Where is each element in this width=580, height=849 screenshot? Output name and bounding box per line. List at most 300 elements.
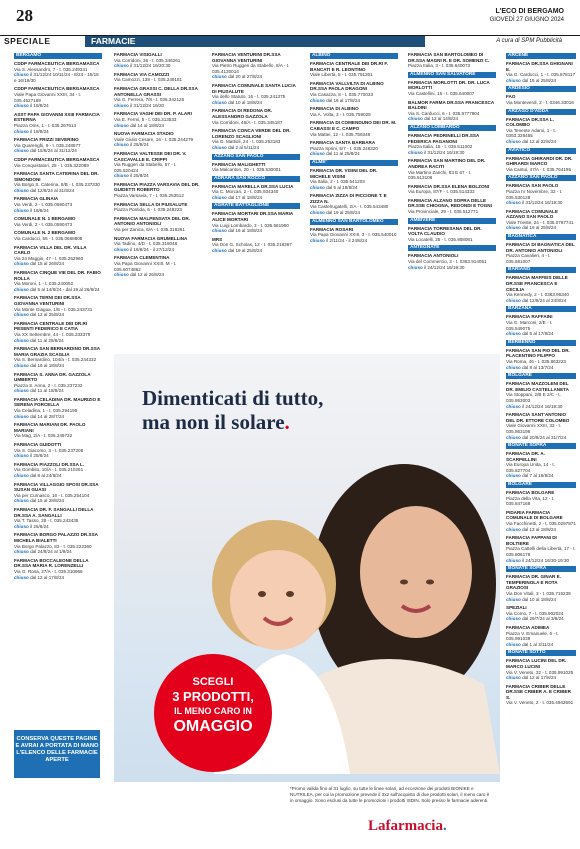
pharmacy-entry [212, 128, 300, 150]
pharmacy-name: FARMACIA SAN BERNARDINO DR.SSA MARIA GRAZIA SCAGLIA [14, 346, 100, 357]
closure-dates [506, 558, 576, 564]
pharmacy-name: FARMACIA ROSARI [310, 226, 354, 232]
town-heading: AMBIVERE [408, 218, 496, 224]
pharmacy-entry [506, 209, 576, 231]
listing-column-5 [408, 52, 496, 352]
pharmacy-address: Via Roma, 46 - t. 035.863223 [506, 358, 566, 364]
pharmacy-address: Via Mag, 2/A - t. 035.249732 [14, 433, 73, 439]
pharmacy-address: Via Castelrugatelli, 2/A - t. 035.543480 [310, 204, 389, 210]
pharmacy-name: FARMACIA FAPPANI DI BOLTIERE [506, 535, 557, 546]
pharmacy-name: FARMACIA BORGO PALAZZO DR.SSA MICHELA BIALETTI [14, 532, 98, 543]
closed-label: chiuso [506, 596, 521, 602]
pharmacy-name: FARMACIA MAZZOLENI DEL DR. EMILIO CASTELLANETA [506, 381, 569, 392]
pharmacy-address: Piazza Italia, 15 - t. 035.511002 [408, 144, 473, 150]
pharmacy-address: Via Quarenghi, 9 - t. 035.248577 [14, 142, 81, 148]
pharmacy-entry [114, 72, 202, 83]
town-heading: AZZANO SAN PAOLO [506, 175, 576, 181]
closure-text: il 16/8/24 - il 27/12/24 [128, 246, 175, 252]
closed-label: chiuso [310, 97, 325, 103]
closed-label: chiuso [506, 364, 521, 370]
pharmacy-address: Piazza Cattelli della Libertà, 17 - t. 035.806179 [506, 546, 576, 557]
pharmacy-address: Via Moroni, 1 - t. 035.240052 [14, 281, 74, 287]
pharmacy-entry [310, 106, 398, 117]
closed-label: chiuso [14, 453, 29, 459]
pharmacy-name: FARMACIA COMUNALE SANTA LUCIA DI PIUSALUTE [212, 82, 296, 94]
pharmacy-entry [212, 83, 300, 105]
pharmacy-name: FARMACIA DR. A. SCARPELLINI [506, 451, 545, 462]
closure-text: dal 12 al 26/8/24 [128, 272, 165, 278]
closure-dates [212, 195, 300, 201]
pharmacy-entry [114, 151, 202, 179]
pharmacy-name: FARMACIA MALPENSATA DEL DR. ANTONIO ANTONIOLI [114, 215, 190, 227]
page-number: 28 [16, 6, 33, 25]
pharmacy-address: Via Stoppani, 2/B E 2/C - t. 035.863003 [506, 392, 561, 403]
pharmacy-address: Piazza Cavalieri, 4 - t. 035.681007 [506, 253, 551, 264]
section-credit: A cura di SPM Pubblicità [496, 38, 562, 44]
ad-offer-badge: SCEGLI 3 PRODOTTI, IL MENO CARO IN OMAGGIO [154, 654, 272, 772]
pharmacy-address: Via Ruggeri da Stabello, 57 - t. 035.520424 [114, 162, 177, 173]
closure-text: dal 5 al 14/8/24 - dal 19 al 26/8/24 [28, 286, 100, 292]
pharmacy-name: FARMACIA ANTONIOLI [408, 253, 459, 259]
pharmacy-address: Via Corridoni, 46/A - t. 035.345187 [212, 119, 283, 125]
pharmacy-name: FARMACIA MARIANI DR. PAOLO MARIANI [14, 422, 86, 433]
pharmacy-name: FARMACIA SANT'ANTONIO DEL DR. ETTORE COLOMBO [506, 412, 570, 423]
closure-dates [506, 78, 576, 84]
pharmacy-address: Via Celadina, 1 - t. 035.294195 [14, 408, 78, 414]
closure-text: il 25/8/24 [128, 142, 149, 148]
closure-dates [14, 188, 102, 194]
pharmacy-name: FAO [506, 94, 516, 100]
pharmacy-address: Viale Papa Giovanni XXIII, 34 - t. 035.4527169 [14, 91, 82, 103]
pharmacy-entry [506, 451, 576, 479]
closure-dates [506, 404, 576, 410]
pharmacy-address: Via Monte Giagua, 1/E - t. 035.243731 [14, 306, 93, 312]
pharmacy-name: FARMACIA SELLA DI PIUSALUTE [114, 201, 188, 207]
closure-text: il 31/12/24 16/19:30 [520, 200, 563, 206]
pharmacy-name: FARMACIA GRASSI C. DELLA DR.SSA ANTONELLA GRASSI [114, 85, 198, 97]
closed-label: chiuso [14, 473, 29, 478]
pharmacy-name: FARMACIA DI COMENDUNO DEI DR. M. CABASSI E C. CAMPO [310, 120, 397, 131]
closure-text: dal 19 al 25/8/24 [324, 210, 361, 216]
closed-label: chiuso [506, 297, 521, 303]
closed-label: chiuso [14, 286, 29, 292]
pharmacy-name: FARMACIA VILLAGGIO SPOSI DR.SSA SUSAN GUASI [14, 481, 99, 493]
town-heading: ARZAGO D'ADDA [506, 109, 576, 115]
pharmacy-address: Via per Curnasco, 16 - t. 035.254104 [14, 492, 90, 498]
pharmacy-entry [114, 255, 202, 277]
pharmacy-name: FARMACIA CRIBER DELLE DR.SSE CRIBER A. E CRIBER S. [506, 683, 571, 700]
closure-dates [14, 72, 102, 83]
closed-label: chiuso [506, 641, 521, 647]
closure-dates [114, 123, 202, 129]
pharmacy-name: FARMACIA LUCINI DEL DR. MARCO LUCINI [506, 658, 567, 669]
pharmacy-name: FARMACIA DR. VISINI DEL DR. MICHELE VISINI [310, 167, 378, 179]
pharmacy-entry [310, 140, 398, 157]
closed-label: chiuso [14, 207, 29, 213]
closure-dates [408, 116, 496, 122]
closure-dates [408, 150, 496, 156]
closed-label: chiuso [506, 616, 521, 622]
closure-text: dal 12 al 17/8/24 [28, 574, 65, 580]
pharmacy-name: FARMACIA SAN BARTOLOMEO DI DR.SSA MAGNI R. E DR. SOMENZI C. [408, 52, 490, 63]
pharmacy-name: FARMACIA SANTA BARBARA [310, 140, 376, 146]
keep-pages-promo: CONSERVA QUESTE PAGINE E AVRAI A PORTATA DI MANO L'ELENCO DELLE FARMACIE APERTE [14, 730, 100, 778]
closed-label: chiuso [506, 526, 521, 532]
closure-text: dal 12 al 17/8/24 [520, 675, 557, 681]
closure-text: dal 14 al 18/8/24 [128, 122, 165, 128]
pharmacy-entry [14, 442, 102, 459]
closed-label: chiuso [14, 72, 29, 78]
pharmacy-address: Via Carducci, 55 - t. 035.0668808 [14, 236, 83, 242]
pharmacy-name: FARMACIA CONCA VERDE DEL DR. LORENZO SCAGLIONI [212, 128, 291, 139]
pharmacy-entry [506, 183, 576, 205]
issue-date: GIOVEDÌ 27 GIUGNO 2024 [489, 17, 564, 23]
pharmacy-name: FARMACIA MARELLA DR.SSA LUCIA [212, 183, 294, 189]
pharmacy-entry [14, 558, 102, 580]
closure-text: il 24/12/24 16/19:30 [422, 264, 465, 270]
closure-text: il 24/12/24 16/19:30 [520, 403, 563, 409]
closure-dates [310, 185, 398, 191]
ad-disclaimer: *Promo valida fino al 31 luglio, su tutte le linee solari, ad eccezione dei prodotti BIONIKE e NUTRILEA, per cui la promozione prevede il 3x2 sull'acquisto di due prodotti solari, il meno caro è in omaggio. Sono esclusi da tutte le promozioni i prodotti ISDIN. Solo presso le farmacie aderenti. [290, 786, 490, 803]
closed-label: chiuso [14, 103, 29, 109]
pharmacy-entry [408, 158, 496, 180]
pharmacy-address: Via per Zanica, 6/A - t. 035.318261 [114, 227, 185, 233]
pharmacy-entry [114, 236, 202, 253]
closure-dates [506, 225, 576, 231]
pharmacy-entry [506, 61, 576, 83]
closed-label: chiuso [212, 228, 227, 234]
pharmacy-address: Via XX Settembre, 44 - t. 035.233379 [14, 331, 91, 337]
pharmacy-address: Piazza Pontida, 6 - t. 035.249223 [114, 207, 182, 213]
pharmacy-entry [506, 412, 576, 440]
pharmacy-name: FARMACIA DR.SSA L. COLOMBO [506, 116, 554, 128]
closure-dates [506, 473, 576, 479]
closure-text: dal 16 al 17/8/24 [324, 97, 361, 103]
closed-label: chiuso [408, 264, 423, 270]
pharmacy-entry [14, 422, 102, 439]
listing-column-3 [212, 52, 300, 352]
closure-text: il 18/8/24 [28, 207, 49, 213]
pharmacy-name: COMUNALE N. 1 BERGAMO [14, 216, 76, 222]
pharmacy-address: Via Papa Giovanni XXIII, 3 - t. 035.540010 [310, 232, 397, 238]
sunscreen-advertisement[interactable] [114, 354, 500, 840]
pharmacy-entry [408, 80, 496, 97]
pharmacy-address: Via Italia, 2 - t. 035.541203 [310, 179, 365, 185]
pharmacy-address: Via S. Carducci, 6 - t. 035.9777804 [408, 110, 480, 116]
closure-dates [506, 527, 576, 533]
closure-text: dal 12/8/24 al 31/8/24 [28, 187, 75, 193]
pharmacy-entry [506, 574, 576, 602]
pharmacy-address: Via Facchinetti, 2 - t. 035.0297871 [506, 521, 576, 527]
pharmacy-entry [14, 216, 102, 227]
pharmacy-address: Via Conquistatori, 25 - t. 035.322089 [14, 162, 89, 168]
closed-label: chiuso [14, 128, 29, 134]
closure-text: dal 15/8/24 al 31/12/24 [28, 148, 77, 154]
closure-dates [506, 365, 576, 371]
closure-dates [212, 248, 300, 254]
pharmacy-name: FARMACIA GHIRARDI DR. DR. GHIRARDI MARCO [506, 155, 573, 167]
closure-dates [14, 312, 102, 318]
closed-label: chiuso [506, 434, 521, 440]
closure-dates [212, 145, 300, 151]
listing-column-6 [506, 52, 576, 842]
pharmacy-entry [114, 182, 202, 199]
pharmacy-address: Via Cantul, 47/A - t. 035.764195 [506, 166, 572, 172]
pharmacy-entry [14, 507, 102, 529]
closure-text: il 18/8/24 [28, 103, 49, 109]
pharmacy-name: FARMACIA ALZANO SOPRA DELLE DR.SSE CHIOGNA, REDONDI E TOGNI [408, 197, 492, 209]
pharmacy-name: FARMACIA SAN PAOLO [506, 183, 559, 189]
closure-dates [14, 549, 102, 555]
pharmacy-entry [506, 490, 576, 507]
closure-text: dal 11 al 25/8/24 [28, 337, 64, 343]
closed-label: chiuso [506, 403, 521, 409]
closure-dates [14, 473, 102, 479]
closure-text: il 31/12/24 16/20 [128, 102, 165, 108]
pharmacy-name: FARMACIA BOCCALEONE DELLA DR.SSA MARIA R. LORENZELLI [14, 557, 89, 569]
closed-label: chiuso [14, 549, 29, 555]
pharmacy-name: FARMACIA SAN PIO DEL DR. PLACENTINO FILIPPO [506, 347, 570, 359]
town-heading: BERGAMO [14, 53, 102, 59]
pharmacy-address: Via dello Statuto, 16 - t. 035.241375 [212, 94, 286, 100]
pharmacy-name: FARMACIA DR. F. SANGALLI DELLA DR.SSA A. SANGALLI [14, 506, 94, 518]
pharmacy-address: Via G. Rosa, 27/A - t. 035.310966 [14, 568, 83, 574]
town-heading: BAGNATICA [506, 234, 576, 240]
pharmacy-entry [14, 137, 102, 154]
closure-dates [114, 173, 202, 179]
closure-text: dal 1 al 3/11/24 [520, 641, 554, 647]
pharmacy-name: FARMACIA BOLGARE [506, 490, 555, 496]
closure-text: dal 5 al 18/8/24 [324, 184, 358, 190]
pharmacy-name: FARMACIA DR.SSA GHIGNANI E. [506, 61, 573, 72]
closure-text: dal 12 al 22/8/24 [520, 138, 557, 144]
publication-info [490, 8, 564, 24]
pharmacy-name: FARMACIA VALLVILTA DI ALBINO DR.SSA PAOLA DRAGONI [310, 80, 384, 92]
pharmacy-entry [14, 196, 102, 213]
closure-dates [14, 129, 102, 135]
pharmacy-address: Via Provinciale, 29 - t. 035.512771 [408, 209, 479, 215]
pharmacy-name: FARMACIA VILLA DEL DR. VILLA CARLO [14, 244, 87, 256]
pharmacy-address: Via Kennedy, 2 - t. 0363.95340 [506, 292, 569, 298]
closed-label: chiuso [408, 149, 423, 155]
closure-dates [506, 331, 576, 337]
pharmacy-entry [310, 81, 398, 103]
pharmacy-address: Via G. Ferrera, 7/8 - t. 035.342125 [114, 97, 185, 103]
pharmacy-name: FARMACIA CELADINA DR. MAURIZIO E SERENA FORCELLA [14, 396, 101, 408]
town-heading: BONATE SOPRA [506, 566, 576, 572]
pharmacy-entry [114, 216, 202, 233]
pharmacy-name: FARMACIA GUIDOTTI [14, 442, 62, 448]
closure-dates [212, 74, 300, 80]
pharmacy-address: Via G. Carducci, 1 - t. 035.878117 [506, 72, 576, 78]
closure-text: dal 17 al 18/8/24 [226, 194, 263, 200]
closed-label: chiuso [114, 272, 129, 278]
pharmacy-address: Via G. Mattioli, 24 - t. 035.253183 [212, 139, 281, 145]
pharmacy-entry [310, 120, 398, 137]
pharmacy-address: Via 24 Maggio, 47 - t. 035.252960 [14, 255, 84, 261]
pharmacy-address: Via Papa Giovanni XXIII, M - t. 035.6074862 [114, 261, 177, 272]
pharmacy-name: FARMACIA CINQUE VIE DEL DR. FABIO ROLLA [14, 270, 101, 281]
pharmacy-name: FARMACIA DR. GINAR E. TEMPERINOLA E ROTA GRAZIOSI [506, 574, 561, 591]
pharmacy-address: Via Don G. Scholas, 12 - t. 035.218367 [212, 242, 292, 248]
pharmacy-entry [310, 227, 398, 244]
pharmacy-address: Viale Libertà, 5 - t. 035.751201 [310, 72, 373, 78]
pharmacy-entry [14, 295, 102, 317]
closure-text: dal 11 al 18/8/24 [28, 388, 64, 394]
pharmacy-entry [14, 482, 102, 504]
pharmacy-name: FARMACIA SAN MARTINO DEL DR. ANDREA RACITI [408, 158, 486, 169]
pharmacy-entry [14, 171, 102, 193]
town-heading: ALBINO [310, 53, 398, 59]
closed-label: chiuso [14, 413, 29, 419]
pharmacy-entry [506, 658, 576, 680]
closed-label: chiuso [114, 142, 129, 148]
pharmacy-name: CDDP FARMACEUTICA BERGAMASCA [14, 86, 100, 92]
closed-label: chiuso [14, 187, 29, 193]
closure-dates [14, 453, 102, 459]
pharmacy-address: Via C. Morcari, 2 - t. 035.934340 [212, 189, 279, 195]
pharmacy-name: FARMACIA DI BAGNATICA DEL DR. ANTONIO ANTONIOLI [506, 242, 575, 253]
closure-dates [506, 200, 576, 206]
pharmacy-name: FARMACIA FRIZZI SEVERINO [14, 137, 79, 143]
section-topic: FARMACIE [85, 36, 425, 47]
pharmacy-address: Via Mattei, 12 - t. 035.759349 [310, 131, 371, 137]
pharmacy-entry [14, 397, 102, 419]
pharmacy-address: Via Corridoni, 36 - t. 035.346261 [114, 57, 181, 63]
pharmacy-name: CDDP FARMACEUTICA BERGAMASCA [14, 156, 100, 162]
closure-dates [14, 388, 102, 394]
section-name: SPECIALE [0, 36, 85, 47]
pharmacy-address: Via V. Veneto, 2 - t. 035.4942691 [506, 700, 574, 706]
pharmacy-name: NUOVA FARMACIA STADIO [114, 131, 174, 137]
pharmacy-name: NUOVA FARMACIA GRUMELLINA [114, 235, 188, 241]
pharmacy-name: FARMACIA VENTURINI DR.SSA GIOVANNA VENTURINI [212, 52, 281, 63]
pharmacy-entry [14, 112, 102, 134]
pharmacy-entry [114, 202, 202, 213]
closure-dates [14, 338, 102, 344]
closure-text: dal 15 al 25/8/24 [520, 77, 557, 83]
town-heading: AZZANO SAN PAOLO [212, 154, 300, 160]
pharmacy-name: MRS [212, 236, 223, 242]
pharmacy-entry [14, 372, 102, 394]
pharmacy-address: Piazza della Vita, 12 - t. 035.847168 [506, 495, 555, 507]
town-heading: BOLGARE [506, 482, 576, 488]
pharmacy-name: FARMACIA MORTARI DR.SSA MARIA ALICE MORTARI [212, 211, 294, 223]
pharmacy-name: FARMACIA MALIGHETTI [212, 161, 266, 167]
closure-text: dal 13 al 18/8/24 [520, 526, 557, 532]
pharmacy-address: Piazza Italia, 3 - t. 035.640073 [408, 63, 471, 69]
pharmacy-address: Via Tadino, 4/D - t. 035.318048 [114, 241, 178, 247]
closure-text: dal 8 al 13/7/24 [520, 364, 554, 370]
listing-column-4 [310, 52, 398, 352]
pharmacy-address: Piazza S. Anna, 2 - t. 035.237232 [14, 382, 83, 388]
closure-text: dal 5 al 17/8/24 [520, 331, 554, 337]
pharmacy-address: Via Casazza, 8 - t. 035.770033 [310, 91, 373, 97]
closed-label: chiuso [14, 498, 29, 504]
closure-dates [506, 298, 576, 304]
closed-label: chiuso [506, 675, 521, 681]
closed-label: chiuso [212, 144, 227, 150]
pharmacy-address: Via Locatelli, 25 - t. 035.908081 [408, 236, 473, 242]
pharmacy-address: Piazza Sprini, 5/7 - t. 035.246320 [310, 145, 378, 151]
closed-label: chiuso [14, 362, 29, 368]
closure-text: il 18/8/24 [28, 128, 49, 134]
closed-label: chiuso [506, 557, 521, 563]
closure-dates [506, 642, 576, 648]
pharmacy-address: Via Verdi, 2 - t. 035.0590473 [14, 202, 73, 208]
closure-dates [114, 272, 202, 278]
town-heading: ALME' [310, 160, 398, 166]
town-heading: AVIATICO [506, 148, 576, 154]
newspaper-name: L'ECO DI BERGAMO [495, 8, 564, 15]
pharmacy-entry [310, 168, 398, 190]
pharmacy-name: COMUNALE N. 2 BERGAMO [14, 230, 76, 236]
pharmacy-address: Via S. Alessandro, 7 - t. 035.249331 [14, 66, 88, 72]
town-heading: ALZANO LOMBARDO [408, 125, 496, 131]
closure-text: il 24/12/24 16/30-19:30 [520, 557, 570, 563]
pharmacy-entry [310, 61, 398, 78]
pharmacy-name: FARMACIA PIAZZA VARSAVIA DEL DR. GUIDETTI ROBERTO [114, 181, 200, 193]
pharmacy-address: Via S. Giacomo, 3 - t. 035.237208 [14, 447, 84, 453]
pharmacy-address: Piazza V. Emanuele, 6 - t. 035.991039 [506, 630, 559, 642]
pharmacy-name: FARMACIA GLINAIA [14, 196, 59, 202]
closure-text: dal 12 al 25/8/24 [28, 312, 65, 318]
pharmacy-address: Via E. Fermi, 5 - t. 035.313533 [114, 116, 177, 122]
pharmacy-name: PIDARIA FARMACIA COMUNALE DI BOLGARE [506, 509, 563, 521]
brand-logo: Lafarmacia. [368, 818, 447, 834]
closure-dates [212, 228, 300, 234]
closure-dates [506, 675, 576, 681]
pharmacy-address: Via Malcanton, 20 - t. 035.530001 [212, 167, 281, 173]
closure-text: dal 10 al 18/8/24 [226, 99, 263, 105]
closure-dates [506, 139, 576, 145]
closure-text: dal 19 al 25/8/24 [226, 248, 263, 254]
town-heading: ANTEGNATE [408, 245, 496, 251]
closure-text: il 25/8/24 [28, 453, 49, 459]
pharmacy-name: FARMACIA DR.SSA ELENA BOLZONI [408, 183, 490, 189]
closure-text: dal 11 al 25/8/24 [324, 151, 360, 157]
closure-text: dal 14 al 28/7/24 [28, 413, 65, 419]
pharmacy-entry [408, 226, 496, 243]
closed-label: chiuso [506, 138, 521, 144]
closed-label: chiuso [14, 388, 29, 394]
pharmacy-name: SPEZIALI [506, 605, 527, 611]
closure-text: dal 16 al 18/8/24 [28, 362, 65, 368]
closed-label: chiuso [506, 77, 521, 83]
pharmacy-entry [506, 275, 576, 303]
pharmacy-entry [14, 61, 102, 83]
pharmacy-address: Via Gombito, 10/A - t. 035.210261 [14, 467, 84, 473]
closed-label: chiuso [506, 225, 521, 231]
closure-text: il 31/12/24 16/19:30 [422, 149, 465, 155]
pharmacy-address: Via Borgo S. Caterina, 8/B - t. 035.237330 [14, 182, 100, 188]
pharmacy-entry [114, 52, 202, 69]
town-heading: ALMENNO SAN BARTOLOMEO [310, 219, 398, 225]
pharmacy-entry [310, 193, 398, 215]
pharmacy-address: Viale Giovanni XXIII, 33 - t. 035.863196 [506, 423, 562, 434]
closure-text: dal 15 al 28/8/24 [28, 498, 65, 504]
town-heading: ARCENE [506, 53, 576, 59]
closure-text: dal 15 al 26/8/24 [28, 261, 65, 267]
pharmacy-name: BALMOR FARMA DR.SSA FRANCESCA BALDINI [408, 99, 495, 111]
pharmacy-name: FARMACIA PEDRINELLI DR.SSA FEDERICA PAGANONI [408, 132, 480, 144]
pharmacy-address: Via del Commercio, 3 - t. 0363.914051 [408, 259, 487, 265]
closed-label: chiuso [212, 248, 227, 254]
pharmacy-address: Via Martino Zanchi, 63 E 67 - t. 035.513106 [408, 169, 472, 181]
pharmacy-address: Via Camozzi, 138 - t. 035.249181 [114, 77, 183, 83]
closure-dates [14, 287, 102, 293]
pharmacy-entry [212, 237, 300, 254]
